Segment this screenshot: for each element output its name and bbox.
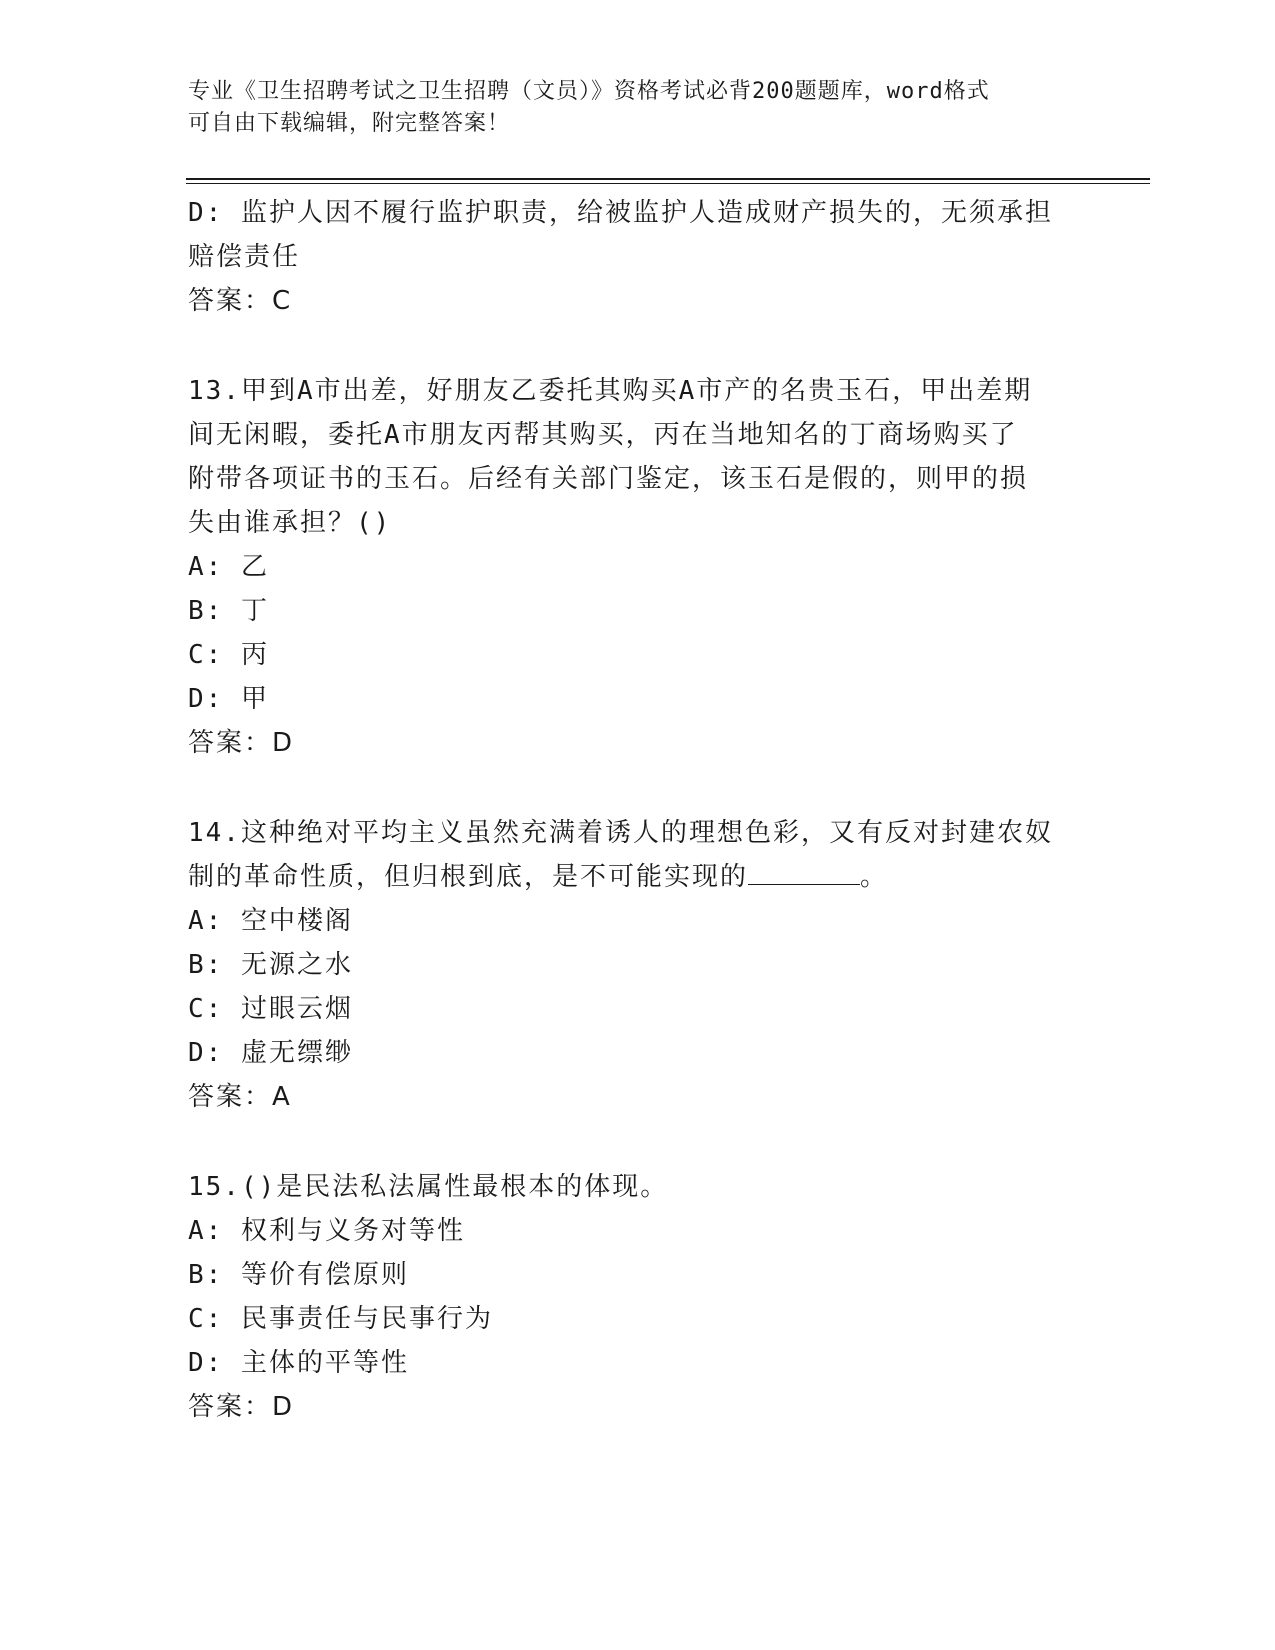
question-15-option-c: C: 民事责任与民事行为 <box>188 1304 493 1334</box>
question-13-stem-3: 附带各项证书的玉石。后经有关部门鉴定，该玉石是假的，则甲的损 <box>188 464 1029 494</box>
question-13-option-d: D: 甲 <box>188 684 269 714</box>
question-14-option-d: D: 虚无缥缈 <box>188 1038 353 1068</box>
question-13-stem-4: 失由谁承担？() <box>188 508 392 538</box>
header-line-1: 专业《卫生招聘考试之卫生招聘（文员）》资格考试必背200题题库，word格式 <box>188 79 990 104</box>
question-15-stem-1: 15.()是民法私法属性最根本的体现。 <box>188 1172 669 1202</box>
question-13-option-c: C: 丙 <box>188 640 269 670</box>
question-13-option-a: A: 乙 <box>188 552 269 582</box>
question-14-option-a: A: 空中楼阁 <box>188 906 353 936</box>
fill-in-blank <box>748 862 860 885</box>
answer-13: 答案：D <box>188 728 295 758</box>
question-13-option-b: B: 丁 <box>188 596 269 626</box>
question-15-option-b: B: 等价有偿原则 <box>188 1260 409 1290</box>
option-d-line-1: D: 监护人因不履行监护职责，给被监护人造成财产损失的，无须承担 <box>188 198 1053 228</box>
header-divider-thick <box>186 178 1150 180</box>
question-15-option-a: A: 权利与义务对等性 <box>188 1216 465 1246</box>
option-d-line-2: 赔偿责任 <box>188 242 301 272</box>
question-14-stem-2-end: 。 <box>860 862 889 892</box>
question-list <box>188 191 1088 1475</box>
answer-14: 答案：A <box>188 1082 292 1112</box>
page-header <box>188 76 1088 140</box>
question-13-stem-1: 13.甲到A市出差，好朋友乙委托其购买A市产的名贵玉石，甲出差期 <box>188 376 1033 406</box>
question-12-tail <box>188 191 1088 323</box>
answer-15: 答案：D <box>188 1392 295 1422</box>
question-14-stem-2 <box>188 855 1088 899</box>
header-divider-thin <box>186 183 1150 184</box>
question-14-option-b: B: 无源之水 <box>188 950 353 980</box>
question-15-option-d: D: 主体的平等性 <box>188 1348 409 1378</box>
question-14-option-c: C: 过眼云烟 <box>188 994 353 1024</box>
question-13-stem-2: 间无闲暇，委托A市朋友丙帮其购买，丙在当地知名的丁商场购买了 <box>188 420 1018 450</box>
question-14 <box>188 811 1088 1119</box>
header-line-2: 可自由下载编辑，附完整答案！ <box>188 111 511 136</box>
answer-12: 答案：C <box>188 286 293 316</box>
question-15 <box>188 1165 1088 1429</box>
question-13 <box>188 369 1088 765</box>
question-14-stem-1: 14.这种绝对平均主义虽然充满着诱人的理想色彩，又有反对封建农奴 <box>188 818 1053 848</box>
question-14-stem-2-text: 制的革命性质，但归根到底，是不可能实现的 <box>188 862 749 892</box>
